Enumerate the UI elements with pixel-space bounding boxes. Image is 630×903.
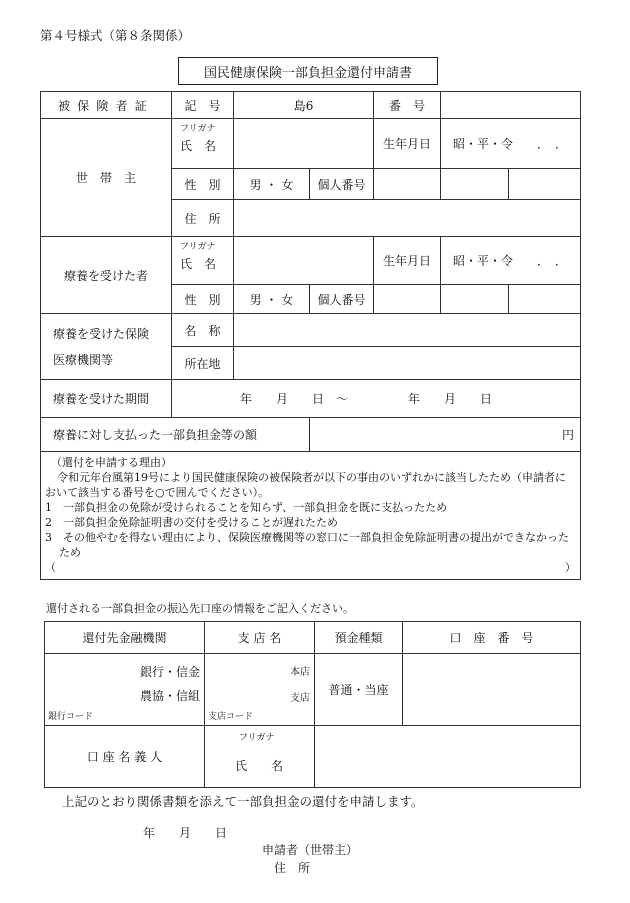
patient-mynumber-box-3[interactable] [509, 285, 581, 314]
col-number: 口 座 番 号 [403, 622, 581, 654]
bank-table [44, 621, 581, 788]
branch-code-label: 支店コード [208, 712, 254, 722]
householder-sex-label: 性 別 [172, 169, 234, 200]
institution-label-line1: 療養を受けた保険 [53, 326, 150, 341]
amount-field[interactable]: 円 [310, 418, 581, 452]
patient-label: 療養を受けた者 [41, 237, 172, 314]
reason-item-3[interactable]: 3 その他やむを得ない理由により、保険医療機関等の窓口に一部負担金免除証明書の提出ができなかったため [45, 531, 569, 559]
patient-mynumber-box-1[interactable] [374, 285, 441, 314]
reason-item-2[interactable]: 2 一部負担金免除証明書の交付を受けることが遅れたため [45, 516, 338, 529]
paren-open: （ [45, 561, 56, 574]
bank-code-label: 銀行コード [48, 712, 94, 722]
holder-name-labels [205, 726, 315, 788]
institution-label-line2: 医療機関等 [53, 352, 114, 367]
institution-name-label: 名 称 [172, 314, 234, 347]
householder-address-field[interactable] [234, 200, 581, 237]
institution-location-field[interactable] [234, 347, 581, 380]
holder-name-label: 氏 名 [235, 759, 284, 773]
institution-name-field[interactable] [234, 314, 581, 347]
reason-item-1[interactable]: 1 一部負担金の免除が受けられることを知らず、一部負担金を既に支払ったため [45, 501, 448, 514]
patient-dob-label: 生年月日 [374, 237, 441, 285]
applicant-address-label: 住 所 [274, 861, 311, 875]
institution-field[interactable] [45, 654, 205, 726]
period-field[interactable]: 年 月 日 ～ 年 月 日 [172, 380, 581, 418]
form-title: 国民健康保険一部負担金還付申請書 [178, 57, 438, 85]
kigo-field[interactable]: 島6 [234, 92, 374, 119]
patient-dob-field[interactable]: 昭・平・令 ． ． [441, 237, 581, 285]
householder-name-field[interactable] [234, 119, 374, 169]
householder-name-label: 氏 名 [180, 139, 217, 153]
main-form-table [40, 91, 581, 580]
holder-furigana-label: フリガナ [239, 733, 275, 743]
reason-box [41, 452, 581, 580]
bango-label: 番 号 [374, 92, 441, 119]
bank-shinkin-option[interactable]: 銀行・信金 [139, 665, 200, 679]
insured-label: 被保険者証 [41, 92, 172, 119]
householder-mynumber-box-1[interactable] [374, 169, 441, 200]
honten-option[interactable]: 本店 [290, 667, 310, 678]
holder-name-field[interactable] [315, 726, 581, 788]
col-branch: 支 店 名 [205, 622, 315, 654]
holder-label: 口 座 名 義 人 [45, 726, 205, 788]
bango-field[interactable] [441, 92, 581, 119]
form-id: 第４号様式（第８条関係） [40, 28, 191, 43]
kigo-label: 記 号 [172, 92, 234, 119]
nokyo-option[interactable]: 農協・信組 [139, 689, 200, 703]
patient-sex-label: 性 別 [172, 285, 234, 314]
declaration: 上記のとおり関係書類を添えて一部負担金の還付を申請します。 [62, 794, 424, 809]
col-type: 預金種類 [315, 622, 403, 654]
reason-other-field[interactable] [45, 560, 576, 575]
householder-sex-field[interactable]: 男 ・ 女 [234, 169, 310, 200]
householder-dob-field[interactable]: 昭・平・令 ． ． [441, 119, 581, 169]
householder-furigana-label: フリガナ [180, 124, 216, 134]
patient-mynumber-label: 個人番号 [310, 285, 374, 314]
reason-heading: （還付を申請する理由） [51, 456, 172, 469]
account-number-field[interactable] [403, 654, 581, 726]
branch-field[interactable] [205, 654, 315, 726]
date-line[interactable]: 年 月 日 [143, 826, 228, 840]
patient-name-field[interactable] [234, 237, 374, 285]
patient-sex-field[interactable]: 男 ・ 女 [234, 285, 310, 314]
householder-mynumber-label: 個人番号 [310, 169, 374, 200]
householder-mynumber-box-2[interactable] [441, 169, 509, 200]
reason-intro: 令和元年台風第19号により国民健康保険の被保険者が以下の事由のいずれかに該当したため（申請者において該当する番号を○で囲んでください）。 [45, 471, 566, 499]
householder-label: 世 帯 主 [41, 119, 172, 237]
patient-name-label: 氏 名 [180, 257, 217, 271]
householder-address-label: 住 所 [172, 200, 234, 237]
institution-location-label: 所在地 [172, 347, 234, 380]
account-type-field[interactable]: 普通・当座 [315, 654, 403, 726]
householder-mynumber-box-3[interactable] [509, 169, 581, 200]
bank-note: 還付される一部負担金の振込先口座の情報をご記入ください。 [46, 602, 354, 615]
patient-mynumber-box-2[interactable] [441, 285, 509, 314]
amount-label: 療養に対し支払った一部負担金等の額 [41, 418, 310, 452]
householder-dob-label: 生年月日 [374, 119, 441, 169]
applicant-label: 申請者（世帯主） [262, 843, 359, 857]
paren-close: ） [565, 561, 577, 574]
shiten-option[interactable]: 支店 [290, 693, 310, 704]
institution-label [41, 314, 172, 380]
period-label: 療養を受けた期間 [41, 380, 172, 418]
patient-furigana-label: フリガナ [180, 242, 216, 252]
col-institution: 還付先金融機関 [45, 622, 205, 654]
